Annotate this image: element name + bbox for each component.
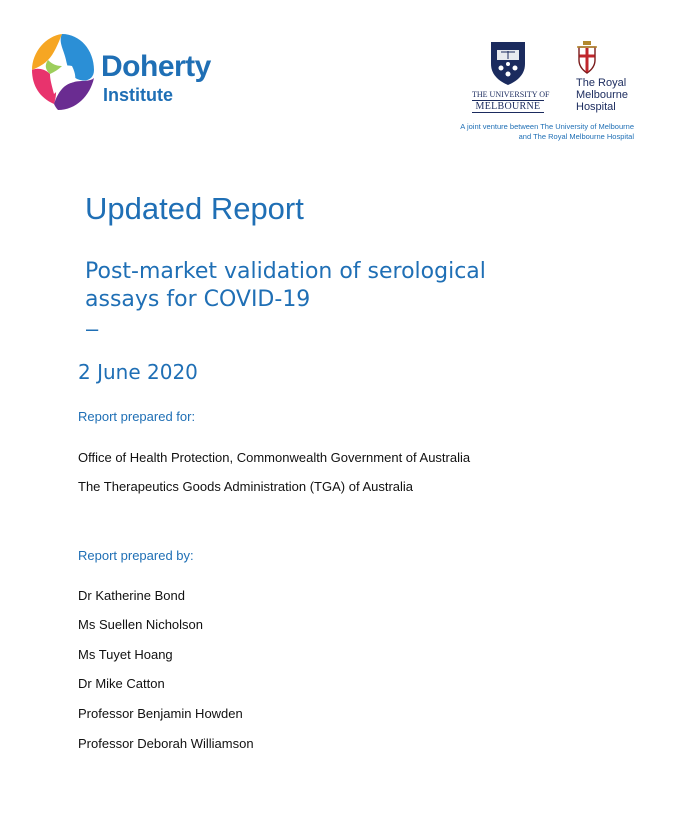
report-date: 2 June 2020: [78, 360, 198, 384]
author-name: Professor Benjamin Howden: [78, 706, 243, 721]
uom-crest-icon: [489, 40, 527, 86]
author-name: Professor Deborah Williamson: [78, 736, 254, 751]
joint-venture-line1: A joint venture between The University of Melbourne: [460, 122, 634, 131]
uom-line1: THE UNIVERSITY OF: [472, 90, 550, 99]
doherty-logo: [28, 30, 233, 115]
prepared-for-item: The Therapeutics Goods Administration (TGA) of Australia: [78, 479, 414, 494]
uom-line2: MELBOURNE: [472, 100, 544, 113]
report-title: Updated Report: [85, 191, 304, 226]
joint-venture-line2: and The Royal Melbourne Hospital: [518, 132, 634, 141]
title-dash: –: [86, 316, 99, 341]
joint-venture-note: [420, 122, 634, 142]
prepared-for-item: Office of Health Protection, Commonwealth Government of Australia: [78, 450, 471, 465]
rmh-name: [576, 77, 656, 113]
rmh-line2: Melbourne: [576, 89, 628, 101]
subtitle-line1: Post-market validation of serological: [85, 259, 486, 284]
report-subtitle: [85, 258, 565, 314]
rmh-line3: Hospital: [576, 101, 616, 113]
university-of-melbourne-logo: [472, 40, 550, 116]
rmh-crest-icon: [575, 40, 599, 74]
doherty-sub: Institute: [103, 85, 173, 105]
prepared-for-label: Report prepared for:: [78, 409, 196, 424]
author-name: Ms Tuyet Hoang: [78, 647, 173, 662]
author-name: Dr Mike Catton: [78, 676, 165, 691]
prepared-by-label: Report prepared by:: [78, 548, 194, 563]
author-name: Ms Suellen Nicholson: [78, 617, 204, 632]
rmh-line1: The Royal: [576, 77, 627, 89]
doherty-mark-icon: [28, 30, 96, 112]
author-name: Dr Katherine Bond: [78, 588, 185, 603]
royal-melbourne-hospital-logo: [570, 40, 650, 120]
subtitle-line2: assays for COVID-19: [85, 287, 311, 312]
doherty-name: Doherty: [101, 50, 211, 83]
